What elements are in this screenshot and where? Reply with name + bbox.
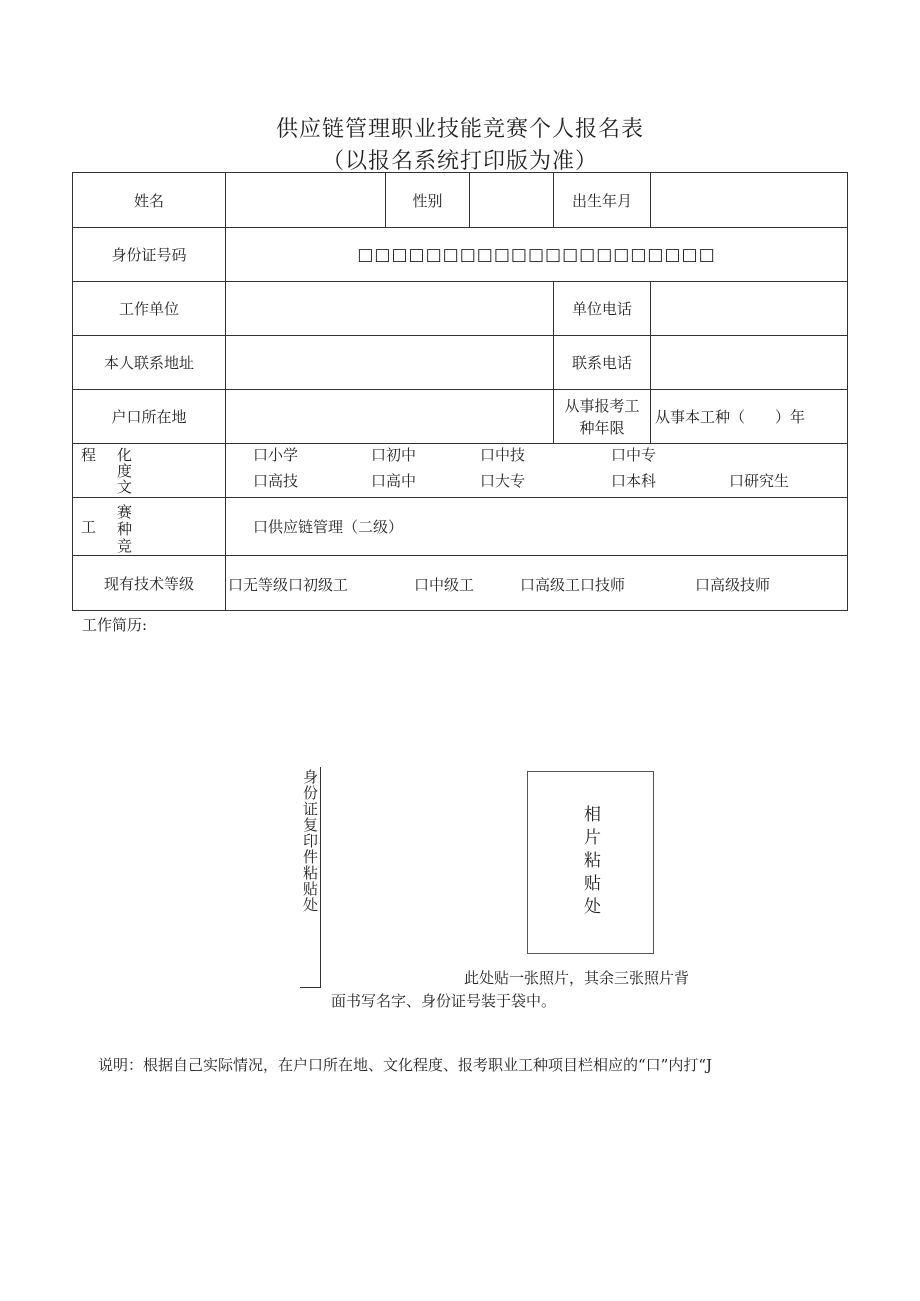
trade-label: [73, 498, 226, 556]
registration-form-table: [72, 172, 848, 611]
row-address: [73, 336, 848, 390]
level-option-none-junior[interactable]: 口无等级口初级工: [228, 576, 349, 594]
row-trade: [73, 498, 848, 556]
edu-label-char: 程: [81, 446, 97, 464]
level-option-senior-technician[interactable]: 口高级工口技师: [520, 576, 626, 594]
gender-label: 性别: [386, 173, 470, 228]
employer-label: 工作单位: [73, 282, 226, 336]
row-skill-level: [73, 556, 848, 611]
row-employer: [73, 282, 848, 336]
resume-label: 工作简历:: [82, 616, 148, 634]
education-options: [226, 444, 848, 498]
id-copy-paste-area: [300, 767, 321, 988]
row-education: [73, 444, 848, 498]
edu-option-graduate[interactable]: 口研究生: [729, 472, 790, 490]
level-option-intermediate[interactable]: 口中级工: [414, 576, 475, 594]
row-id: [73, 228, 848, 282]
id-copy-label: 身份证复印件粘贴处: [301, 769, 319, 913]
id-label: 身份证号码: [73, 228, 226, 282]
edu-option-technical[interactable]: 口中技: [480, 446, 526, 464]
address-label: 本人联系地址: [73, 336, 226, 390]
hukou-label: 户口所在地: [73, 390, 226, 444]
row-basic-info: [73, 173, 848, 228]
edu-label-char: 化: [117, 446, 133, 464]
trade-option-supply-chain[interactable]: 口供应链管理（二级）: [253, 518, 404, 536]
edu-option-senior-technical[interactable]: 口高技: [253, 472, 299, 490]
edu-option-primary[interactable]: 口小学: [253, 446, 299, 464]
name-label: 姓名: [73, 173, 226, 228]
edu-label-char: 文: [117, 478, 133, 496]
photo-note-line1: 此处贴一张照片，其余三张照片背: [464, 969, 690, 987]
contact-phone-field[interactable]: [651, 336, 848, 390]
trade-label-char: 种: [117, 520, 133, 538]
skill-level-label: 现有技术等级: [73, 556, 226, 611]
edu-option-college[interactable]: 口大专: [480, 472, 526, 490]
gender-field[interactable]: [470, 173, 554, 228]
trade-label-char: 工: [81, 518, 97, 536]
birth-label: 出生年月: [554, 173, 651, 228]
address-field[interactable]: [226, 336, 554, 390]
instruction-note: 说明：根据自己实际情况，在户口所在地、文化程度、报考职业工种项目栏相应的“口”内打“J: [98, 1056, 713, 1074]
edu-option-high-school[interactable]: 口高中: [371, 472, 417, 490]
photo-paste-box: [527, 771, 654, 954]
level-option-senior-technician-advanced[interactable]: 口高级技师: [695, 576, 771, 594]
row-hukou: [73, 390, 848, 444]
edu-label-char: 度: [117, 462, 133, 480]
form-subtitle: （以报名系统打印版为准）: [321, 149, 598, 174]
contact-phone-label: 联系电话: [554, 336, 651, 390]
trade-label-char: 竞: [117, 537, 133, 555]
edu-option-junior[interactable]: 口初中: [371, 446, 417, 464]
years-label: 从事报考工种年限: [554, 390, 651, 444]
photo-label: 相片粘贴处: [580, 805, 600, 920]
employer-phone-field[interactable]: [651, 282, 848, 336]
hukou-field[interactable]: [226, 390, 554, 444]
trade-label-char: 赛: [117, 503, 133, 521]
education-label: [73, 444, 226, 498]
employer-field[interactable]: [226, 282, 554, 336]
years-field[interactable]: 从事本工种（ ）年: [651, 390, 848, 444]
edu-option-secondary-vocational[interactable]: 口中专: [611, 446, 657, 464]
employer-phone-label: 单位电话: [554, 282, 651, 336]
edu-option-bachelor[interactable]: 口本科: [611, 472, 657, 490]
trade-options: [226, 498, 848, 556]
skill-level-options: [226, 556, 848, 611]
form-title: 供应链管理职业技能竞赛个人报名表: [275, 117, 644, 142]
photo-note-line2: 面书写名字、身份证号装于袋中。: [331, 992, 557, 1010]
birth-field[interactable]: [651, 173, 848, 228]
name-field[interactable]: [226, 173, 386, 228]
id-number-boxes[interactable]: □□□□□□□□□□□□□□□□□□□□□: [226, 228, 848, 282]
